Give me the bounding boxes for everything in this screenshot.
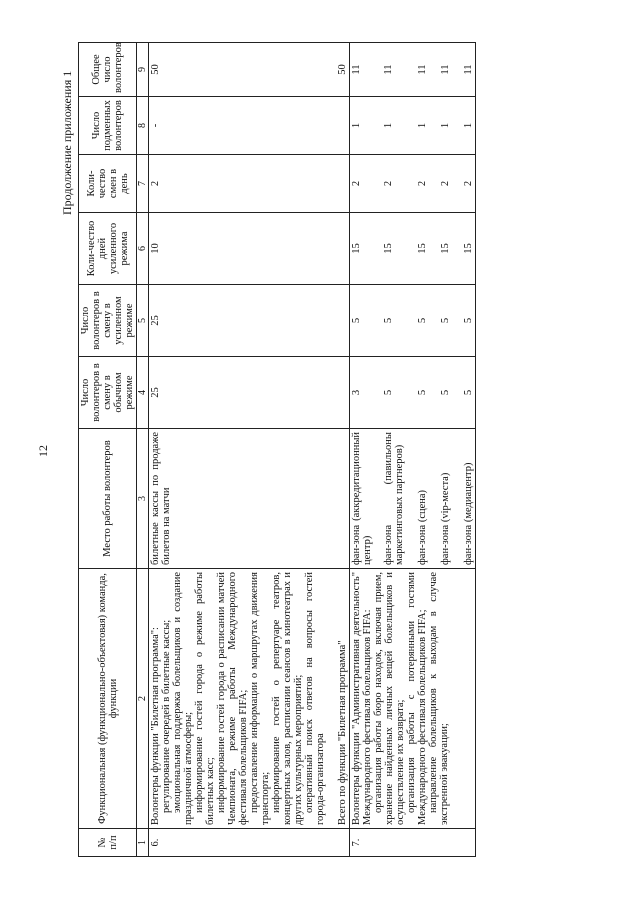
continuation-label: Продолжение приложения 1 xyxy=(60,70,74,215)
value-shifts: 2 xyxy=(351,180,362,187)
function-item: информирование гостей города о расписании матчей Чемпионата, режиме работы Международного фестиваля болельщиков FIFA; xyxy=(216,572,249,825)
header-days: Коли-чество дней усиленного режима xyxy=(79,213,137,285)
value-enhanced: 5 xyxy=(463,317,474,324)
value-days: 10 xyxy=(149,213,328,285)
values-days xyxy=(350,213,476,285)
value-days: 15 xyxy=(351,243,362,254)
header-normal: Число волонтеров в смену в обычном режиме xyxy=(79,357,137,429)
col-number: 4 xyxy=(137,357,149,429)
total-label: Всего по функции "Билетная программа" xyxy=(327,569,350,829)
value-shifts: 2 xyxy=(417,180,428,187)
header-shifts: Коли-чество смен в день xyxy=(79,155,137,213)
place-item: фан-зона (сцена) xyxy=(417,489,428,565)
value-days: 15 xyxy=(417,243,428,254)
col-number: 3 xyxy=(137,429,149,569)
col-number: 5 xyxy=(137,285,149,357)
header-num: № п/п xyxy=(79,829,137,857)
values-enhanced xyxy=(350,285,476,357)
header-place: Место работы волонтеров xyxy=(79,429,137,569)
col-number: 1 xyxy=(137,829,149,857)
row-number: 6. xyxy=(149,829,328,857)
value-substitute: 1 xyxy=(417,122,428,129)
col-number: 7 xyxy=(137,155,149,213)
header-enhanced: Число волонтеров в смену в усиленном режиме xyxy=(79,285,137,357)
value-total: 11 xyxy=(383,64,394,75)
value-substitute: - xyxy=(149,97,328,155)
value-total: 11 xyxy=(440,64,451,75)
table-row-total xyxy=(327,43,350,857)
place-item: фан-зона (медиацентр) xyxy=(463,462,474,565)
value-days: 15 xyxy=(463,243,474,254)
place-item: фан-зона (павильоны маркетинговых партнеров) xyxy=(383,432,405,565)
empty-cell xyxy=(327,829,350,857)
column-number-row xyxy=(137,43,149,857)
col-number: 8 xyxy=(137,97,149,155)
value-normal: 5 xyxy=(417,389,428,396)
function-item: регулирование очередей в билетные кассы; xyxy=(161,619,172,813)
header-total: Общее число волонтеров xyxy=(79,43,137,97)
function-item: предоставление информации о маршрутах движения транспорта; xyxy=(249,572,271,825)
values-total xyxy=(350,43,476,97)
value-normal: 25 xyxy=(149,357,328,429)
values-normal xyxy=(350,357,476,429)
value-enhanced: 5 xyxy=(417,317,428,324)
function-item: организация работы бюро находок, включая прием, хранение найденных личных вещей болельщиков и осуществление их возврата; xyxy=(373,572,406,825)
value-shifts: 2 xyxy=(383,180,394,187)
function-item: эмоциональная поддержка болельщиков и создание праздничной атмосферы; xyxy=(172,572,194,825)
header-function: Функциональная (функционально-объектовая) команда, функции xyxy=(79,569,137,829)
value-shifts: 2 xyxy=(149,155,328,213)
empty-cell xyxy=(327,357,350,429)
value-enhanced: 5 xyxy=(383,317,394,324)
page-number: 12 xyxy=(36,445,50,457)
table-row xyxy=(350,43,476,857)
row-number: 7. xyxy=(350,829,476,857)
value-normal: 5 xyxy=(383,389,394,396)
place-item: фан-зона (аккредитационный центр) xyxy=(351,432,373,565)
value-total: 11 xyxy=(463,64,474,75)
empty-cell xyxy=(327,213,350,285)
function-item: информирование гостей о репертуаре театров, концертных залов, расписании сеансов в кинотеатрах и других культурных мероприятий; xyxy=(271,572,304,825)
value-total: 11 xyxy=(351,64,362,75)
values-shifts xyxy=(350,155,476,213)
empty-cell xyxy=(327,97,350,155)
value-shifts: 2 xyxy=(463,180,474,187)
function-item: информирование гостей города о режиме работы билетных касс; xyxy=(194,572,216,825)
table-row xyxy=(149,43,328,857)
volunteers-table xyxy=(78,42,476,857)
value-substitute: 1 xyxy=(351,122,362,129)
place-cell xyxy=(350,429,476,569)
value-days: 15 xyxy=(383,243,394,254)
value-total: 11 xyxy=(417,64,428,75)
function-item: оперативный поиск ответов на вопросы гостей города-организатора xyxy=(304,572,326,825)
empty-cell xyxy=(327,285,350,357)
function-item: направление болельщиков к выходам в случае экстренной эвакуации; xyxy=(428,572,450,825)
empty-cell xyxy=(327,155,350,213)
value-total: 50 xyxy=(149,43,328,97)
value-enhanced: 5 xyxy=(351,317,362,324)
function-item: организация работы с потерянными гостями Международного фестиваля болельщиков FIFA; xyxy=(406,572,428,825)
value-normal: 3 xyxy=(351,389,362,396)
place-item: фан-зона (vip-места) xyxy=(440,472,451,565)
header-row xyxy=(79,43,137,857)
header-substitute: Число подменных волонтеров xyxy=(79,97,137,155)
col-number: 9 xyxy=(137,43,149,97)
empty-cell xyxy=(327,429,350,569)
value-substitute: 1 xyxy=(440,122,451,129)
value-enhanced: 5 xyxy=(440,317,451,324)
function-cell xyxy=(149,569,328,829)
value-shifts: 2 xyxy=(440,180,451,187)
col-number: 6 xyxy=(137,213,149,285)
function-title: Волонтеры функции "Билетная программа": xyxy=(150,627,161,825)
col-number: 2 xyxy=(137,569,149,829)
place-cell: билетные кассы по продаже билетов на матчи xyxy=(149,429,328,569)
value-normal: 5 xyxy=(440,389,451,396)
value-substitute: 1 xyxy=(463,122,474,129)
function-title: Волонтеры функции "Административная деятельность" Международного фестиваля болельщиков FIFA: xyxy=(351,572,373,825)
value-normal: 5 xyxy=(463,389,474,396)
value-substitute: 1 xyxy=(383,122,394,129)
value-days: 15 xyxy=(440,243,451,254)
values-substitute xyxy=(350,97,476,155)
function-cell xyxy=(350,569,476,829)
value-enhanced: 25 xyxy=(149,285,328,357)
total-value: 50 xyxy=(327,43,350,97)
